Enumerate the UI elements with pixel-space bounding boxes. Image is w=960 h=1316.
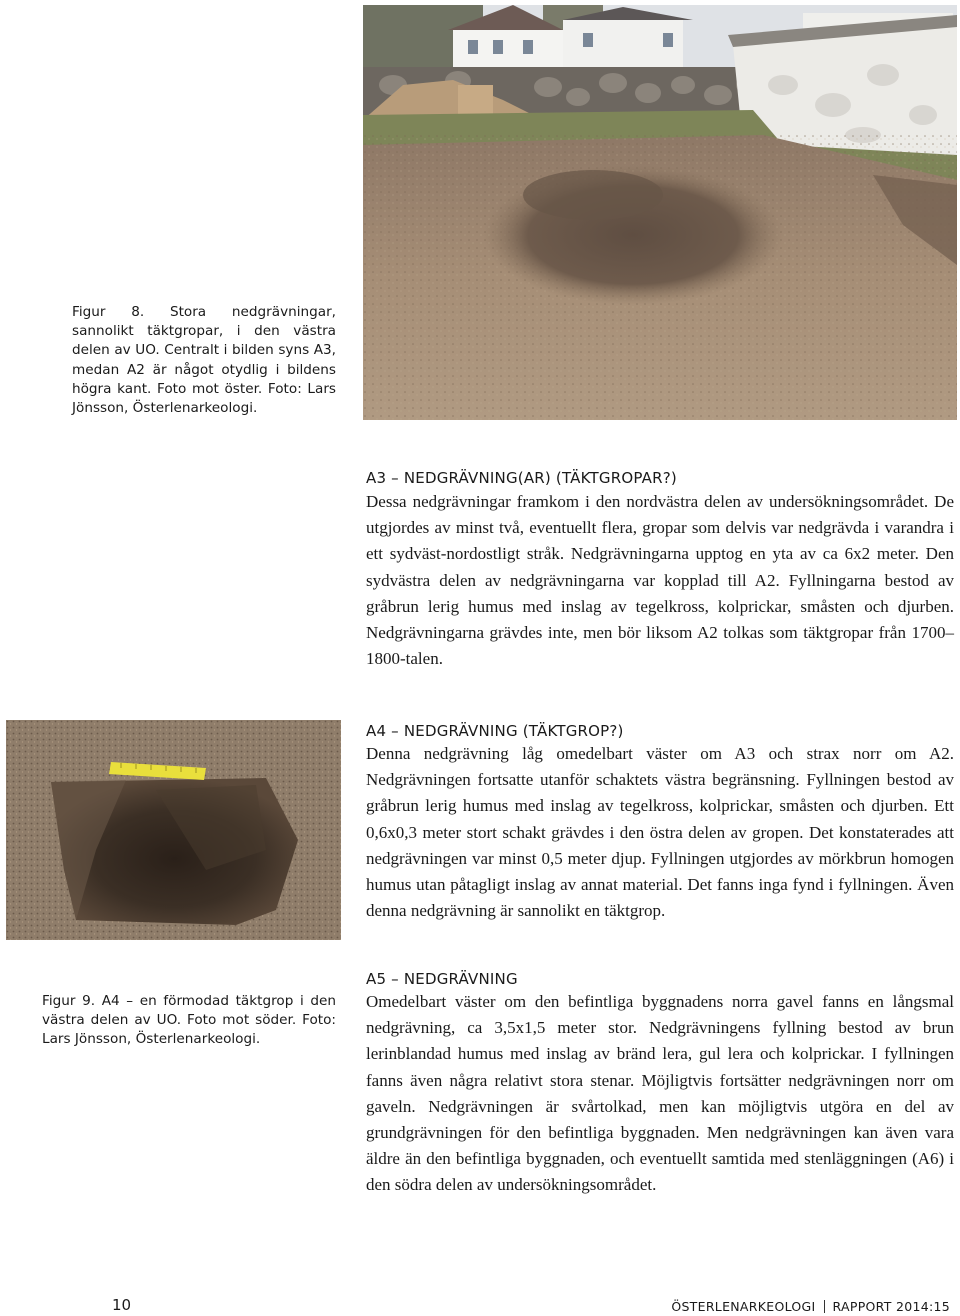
footer-divider <box>824 1300 825 1313</box>
section-a3-text: Dessa nedgrävningar framkom i den nordvästra delen av undersökningsområdet. De utgjordes av minst två, eventuellt flera, gropar som delvis var nedgrävda i varandra i ett sydväst-nordostligt stråk. Nedgrävningarna upptog en yta av ca 6x2 meter. Den sydvästra delen av nedgrävningarna var kopplad till A2. Fyllningarna bestod av gråbrun lerig humus med inslag av tegelkross, kolprickar, småsten och djurben. Nedgrävningarna grävdes inte, men bör liksom A2 tolkas som täktgropar från 1700–1800-talen. <box>366 492 954 669</box>
section-a5-text: Omedelbart väster om den befintliga byggnadens norra gavel fanns en långsmal nedgrävning, ca 3,5x1,5 meter stor. Nedgrävningens fyllning bestod av brun lerinblandad humus med inslag av bränd lera, gul lera och kolprickar. I fyllningen fanns även några relativt stora stenar. Möjligtvis fortsätter nedgrävningen norr om gaveln. Nedgrävningen är svårtolkad, men kan möjligtvis utgöra en del av grundgrävningen för den befintliga byggnaden. Men nedgrävningen kan även vara äldre än den befintliga byggnaden, och eventuellt samtida med stenläggningen (A6) i den södra delen av undersökningsområdet. <box>366 992 954 1195</box>
section-a3-heading: A3 – NEDGRÄVNING(AR) (TÄKTGROPAR?) <box>366 469 677 487</box>
footer-report: RAPPORT 2014:15 <box>832 1299 950 1314</box>
section-a4-text: Denna nedgrävning låg omedelbart väster om A3 och strax norr om A2. Nedgrävningen fortsatte utanför schaktets västra begränsning. Fyllningen bestod av gråbrun lerig humus med inslag av tegelkross, kolprickar, småsten och djurben. Ett 0,6x0,3 meter stort schakt grävdes i den östra delen av gropen. Det konstaterades att nedgrävningen var minst 0,5 meter djup. Fyllningen utgjordes av mörkbrun homogen humus utan påtagligt inslag av annat material. Det fanns inga fynd i fyllningen. Även denna nedgrävning är sannolikt en täktgrop. <box>366 744 954 921</box>
section-a4-heading: A4 – NEDGRÄVNING (TÄKTGROP?) <box>366 722 624 740</box>
footer-report-info <box>671 1299 950 1314</box>
figure-9-caption: Figur 9. A4 – en förmodad täktgrop i den västra delen av UO. Foto mot söder. Foto: Lars Jönsson, Österlenarkeologi. <box>42 993 336 1048</box>
footer-publisher: ÖSTERLENARKEOLOGI <box>671 1299 816 1314</box>
figure-8-caption: Figur 8. Stora nedgrävningar, sannolikt täktgropar, i den västra delen av UO. Centralt i bilden syns A3, medan A2 är något otydlig i bildens högra kant. Foto mot öster. Foto: Lars Jönsson, Österlenarkeologi. <box>72 304 336 417</box>
section-a5-heading: A5 – NEDGRÄVNING <box>366 970 518 988</box>
page-number: 10 <box>112 1296 132 1314</box>
figure-9-photo <box>6 720 341 940</box>
figure-8-photo <box>363 5 957 420</box>
